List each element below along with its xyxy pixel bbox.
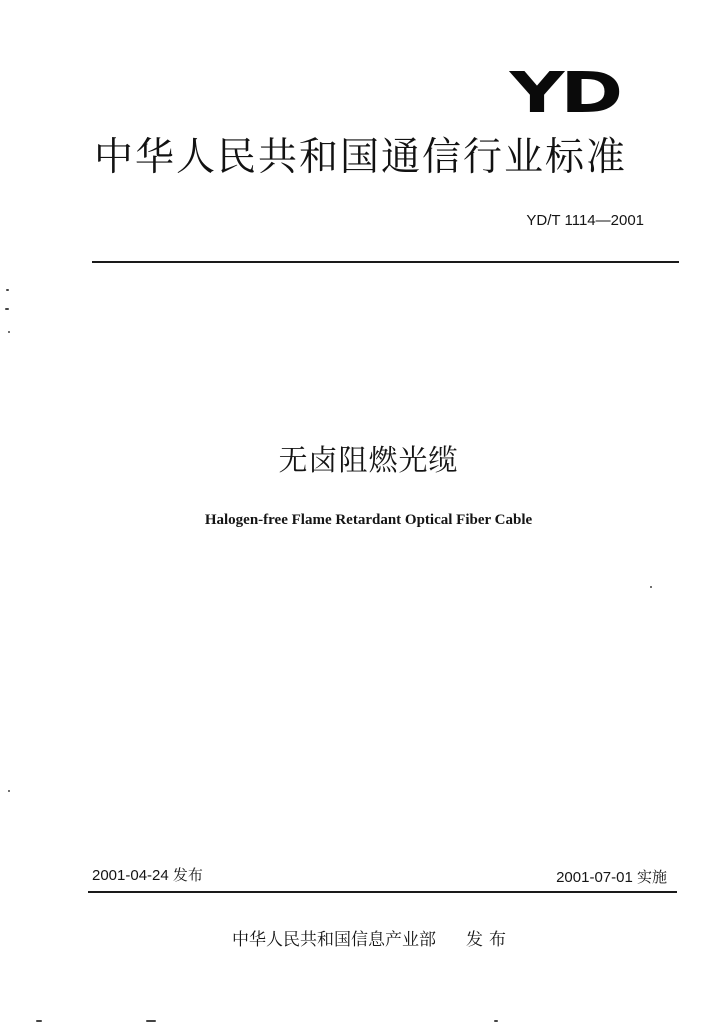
scan-speck <box>6 289 9 291</box>
scan-speck <box>494 1020 498 1022</box>
scan-speck <box>8 331 10 333</box>
scan-speck <box>8 790 10 792</box>
issue-action: 发布 <box>466 930 512 950</box>
bottom-divider <box>88 891 677 893</box>
yd-logo: YD <box>509 61 619 126</box>
top-divider <box>92 261 679 263</box>
issue-date: 2001-04-24 发布 <box>92 867 203 884</box>
implementation-date: 2001-07-01 实施 <box>556 869 667 886</box>
standard-authority-heading: 中华人民共和国通信行业标准 <box>94 135 628 180</box>
scan-speck <box>650 586 652 588</box>
standard-number: YD/T 1114—2001 <box>526 212 644 229</box>
document-title-chinese: 无卤阻燃光缆 <box>278 443 459 477</box>
scan-speck <box>146 1020 156 1022</box>
issuing-ministry: 中华人民共和国信息产业部 <box>232 930 436 950</box>
scan-speck <box>36 1020 42 1022</box>
issuer-line <box>232 928 512 952</box>
document-title-english: Halogen-free Flame Retardant Optical Fiber Cable <box>204 512 533 528</box>
scan-speck <box>5 308 9 310</box>
